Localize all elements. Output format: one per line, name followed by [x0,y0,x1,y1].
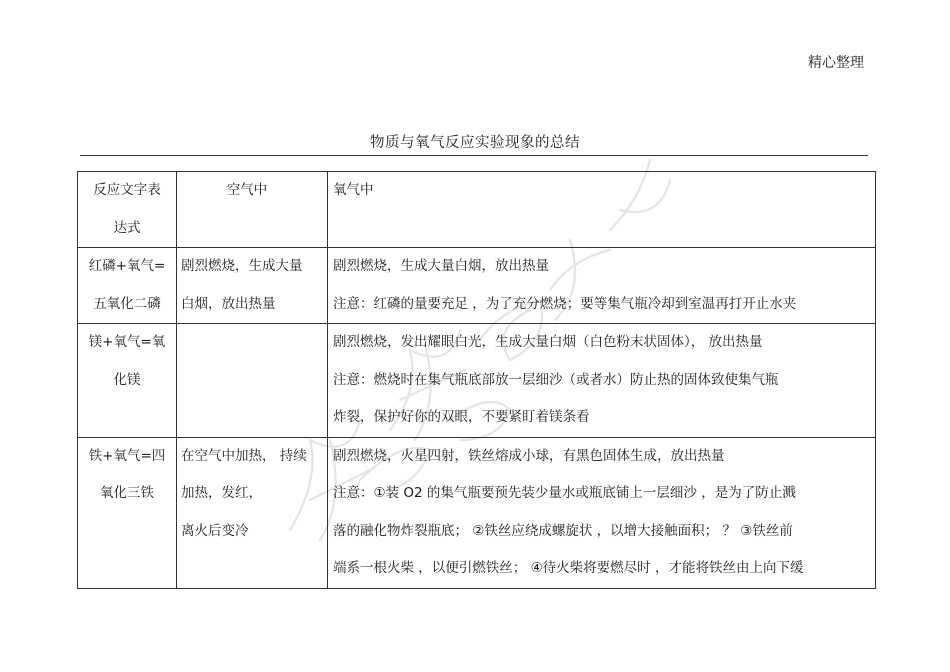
oxygen-line: 端系一根火柴 ，以便引燃铁丝； ④待火柴将要燃尽时 ，才能将铁丝由上向下缓 [333,560,804,576]
table-row [78,437,876,588]
oxygen-cell [328,248,876,324]
oxygen-line: 剧烈燃烧，生成大量白烟，放出热量 [333,258,549,274]
formula-cell [78,248,177,324]
formula-line: 铁+氧气=四 [88,447,166,464]
header-formula-cell [78,172,177,248]
formula-line: 氧化三铁 [100,485,154,501]
reaction-summary-table [77,171,876,589]
oxygen-line: 剧烈燃烧，发出耀眼白光，生成大量白烟（白色粉末状固体）， 放出热量 [333,334,763,350]
air-line: 白烟，放出热量 [181,295,276,312]
air-line: 离火后变冷 [181,522,249,539]
header-formula-line: 达式 [113,219,141,236]
oxygen-line: 剧烈燃烧，火星四射，铁丝熔成小球，有黑色固体生成，放出热量 [333,447,725,464]
oxygen-cell [328,437,876,588]
header-oxygen-cell [328,172,876,248]
header-air-cell [177,172,328,248]
header-air-label: 空气中 [226,182,268,198]
air-cell [177,248,328,324]
formula-line: 化镁 [113,371,141,388]
air-line: 加热，发红， [181,485,262,501]
header-note: 精心整理 [808,55,864,71]
table-header-row [78,172,876,248]
air-cell [177,324,328,438]
oxygen-line: 炸裂，保护好你的双眼，不要紧盯着镁条看 [333,409,590,425]
formula-line: 镁+氧气=氧 [88,334,166,350]
oxygen-line: 落的融化物炸裂瓶底； ②铁丝应绕成螺旋状 ，以增大接触面积； ？ ③铁丝前 [333,522,793,539]
oxygen-line: 注意：①装 O2 的集气瓶要预先装少量水或瓶底铺上一层细沙 ，是为了防止溅 [333,485,796,501]
formula-line: 五氧化二磷 [93,295,161,312]
title-rule [80,155,868,156]
formula-cell [78,437,177,588]
oxygen-line: 注意：燃烧时在集气瓶底部放一层细沙（或者水）防止热的固体致使集气瓶 [333,371,779,388]
formula-line: 红磷+氧气= [88,258,166,274]
document-title: 物质与氧气反应实验现象的总结 [370,135,580,151]
air-line: 在空气中加热， 持续 [181,447,307,464]
table-row [78,324,876,438]
table-row [78,248,876,324]
formula-cell [78,324,177,438]
air-cell [177,437,328,588]
oxygen-cell [328,324,876,438]
oxygen-line: 注意：红磷的量要充足 ，为了充分燃烧；要等集气瓶冷却到室温再打开止水夹 [333,295,797,312]
header-formula-line: 反应文字表 [93,182,161,198]
header-oxygen-label: 氧气中 [333,182,374,198]
air-line: 剧烈燃烧，生成大量 [181,258,303,274]
